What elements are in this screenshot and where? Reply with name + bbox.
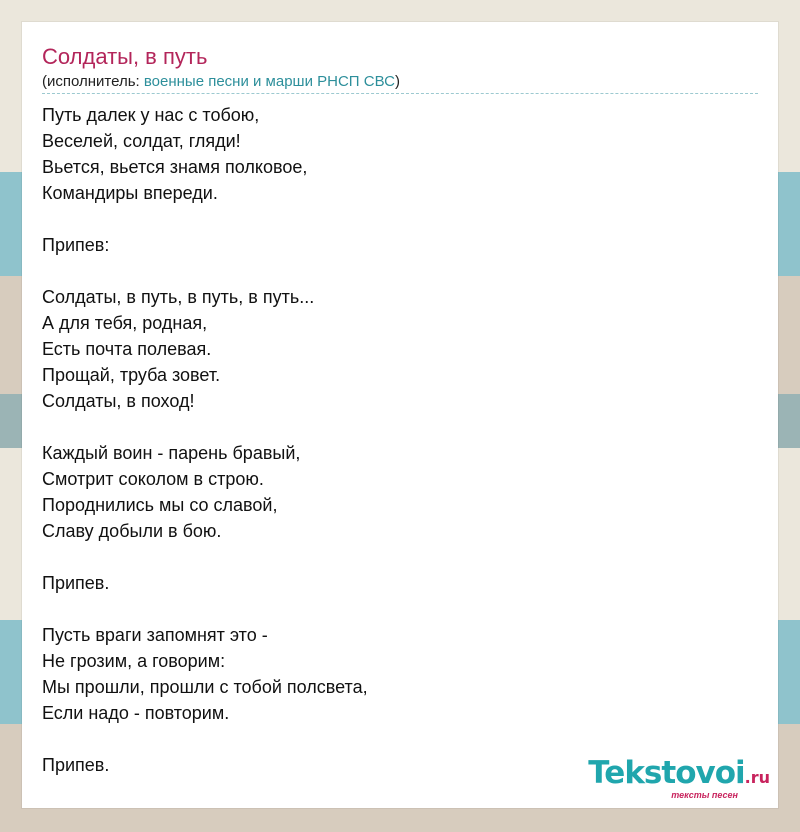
lyric-line: Солдаты, в путь, в путь, в путь...	[42, 287, 315, 307]
artist-prefix: (исполнитель:	[42, 73, 144, 90]
artist-suffix: )	[394, 73, 400, 90]
logo-main-text: Tekstovoi	[588, 755, 745, 791]
lyric-line: Каждый воин - парень бравый,	[42, 443, 301, 463]
dashed-divider	[42, 93, 758, 94]
lyric-line	[42, 414, 742, 440]
lyric-line	[42, 544, 742, 570]
lyric-line: Смотрит соколом в строю.	[42, 469, 264, 489]
lyric-line: Пусть враги запомнят это -	[42, 625, 268, 645]
artist-link[interactable]: военные песни и марши РНСП СВС	[143, 73, 395, 90]
lyric-line: Припев.	[42, 573, 110, 593]
lyric-line	[42, 596, 742, 622]
lyric-line	[42, 206, 742, 232]
logo-domain: .ru	[744, 768, 770, 787]
lyric-line: Веселей, солдат, гляди!	[42, 131, 241, 151]
tekstovoi-logo[interactable]	[550, 756, 770, 804]
lyric-line: Мы прошли, прошли с тобой полсвета,	[42, 677, 368, 697]
song-title: Солдаты, в путь	[42, 44, 208, 69]
artist-info	[42, 72, 400, 92]
lyric-line: Путь далек у нас с тобою,	[42, 105, 260, 125]
lyric-line: Породнились мы со славой,	[42, 495, 278, 515]
lyric-line	[42, 258, 742, 284]
lyric-line: Если надо - повторим.	[42, 703, 230, 723]
lyric-line: Есть почта полевая.	[42, 339, 212, 359]
lyric-line: Припев:	[42, 235, 110, 255]
lyrics-card	[22, 22, 778, 808]
lyric-line: А для тебя, родная,	[42, 313, 208, 333]
lyric-line: Командиры впереди.	[42, 183, 218, 203]
lyric-line: Вьется, вьется знамя полковое,	[42, 157, 308, 177]
lyric-line	[42, 726, 742, 752]
lyric-line: Прощай, труба зовет.	[42, 365, 221, 385]
lyric-line: Солдаты, в поход!	[42, 391, 195, 411]
lyric-line: Славу добыли в бою.	[42, 521, 222, 541]
logo-tagline: тексты песен	[671, 790, 738, 800]
lyric-line: Припев.	[42, 755, 110, 775]
lyrics-text	[42, 102, 742, 778]
lyric-line: Не грозим, а говорим:	[42, 651, 226, 671]
